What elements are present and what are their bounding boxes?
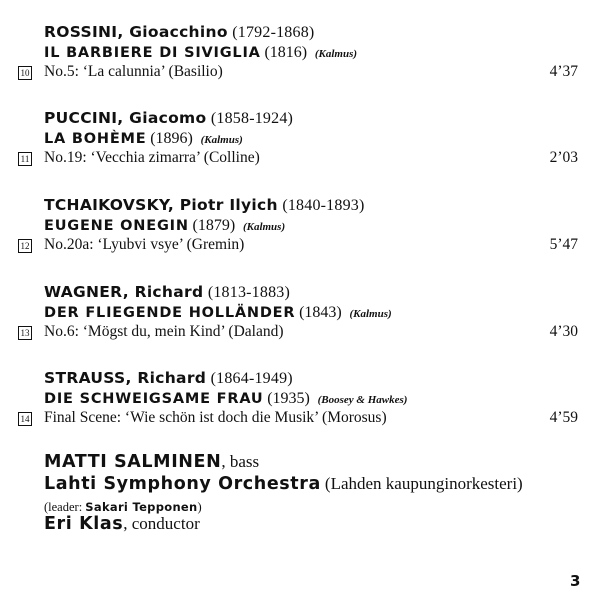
soloist-line xyxy=(44,452,259,472)
track-title-rest: : ‘La calunnia’ (Basilio) xyxy=(74,63,223,80)
track-number-box: 12 xyxy=(18,239,32,253)
track-duration: 4’37 xyxy=(549,63,578,80)
composer-dates: (1792-1868) xyxy=(232,24,315,41)
track-title xyxy=(44,323,284,341)
track-number-box: 11 xyxy=(18,152,32,166)
publisher: (Kalmus) xyxy=(349,308,392,320)
track-number-label: No.6 xyxy=(44,323,75,340)
work-year: (1843) xyxy=(299,304,342,321)
leader-name: Sakari Tepponen xyxy=(85,500,198,514)
track-number-label: No.5 xyxy=(44,63,75,80)
track-number-label: No.20a xyxy=(44,236,90,253)
composer-line xyxy=(44,282,290,302)
conductor-line xyxy=(44,514,200,534)
composer-dates: (1858-1924) xyxy=(210,110,294,127)
work-title: DER FLIEGENDE HOLLÄNDER xyxy=(44,305,296,321)
publisher: (Boosey & Hawkes) xyxy=(317,394,408,406)
publisher: (Kalmus) xyxy=(200,134,243,146)
work-year: (1879) xyxy=(192,217,236,234)
composer-dates: (1864-1949) xyxy=(210,370,293,387)
page-number: 3 xyxy=(570,572,581,590)
leader-open: (leader: xyxy=(44,500,86,514)
track-number-box: 10 xyxy=(18,66,32,80)
work-year: (1935) xyxy=(267,390,310,407)
track-duration: 2’03 xyxy=(549,149,578,166)
track-duration: 4’30 xyxy=(549,323,578,340)
composer-name: STRAUSS, Richard xyxy=(44,369,207,387)
work-title: DIE SCHWEIGSAME FRAU xyxy=(44,391,264,407)
track-title xyxy=(44,149,260,167)
leader-close: ) xyxy=(197,500,202,514)
orchestra-note: (Lahden kaupunginorkesteri) xyxy=(324,474,523,493)
work-line xyxy=(44,44,357,62)
composer-dates: (1813-1883) xyxy=(207,284,290,301)
conductor-role: , conductor xyxy=(123,514,200,533)
publisher: (Kalmus) xyxy=(242,221,286,233)
track-number-label: Final Scene xyxy=(44,409,117,426)
track-number-box: 14 xyxy=(18,412,32,426)
track-title xyxy=(44,63,223,81)
track-title-rest: : ‘Mögst du, mein Kind’ (Daland) xyxy=(74,323,284,340)
track-title xyxy=(44,409,387,427)
composer-line xyxy=(44,22,314,42)
composer-line xyxy=(44,368,293,388)
work-title: IL BARBIERE DI SIVIGLIA xyxy=(44,45,261,61)
work-line xyxy=(44,130,243,148)
orchestra-line xyxy=(44,474,523,494)
work-year: (1816) xyxy=(264,44,308,61)
track-title-rest: : ‘Vecchia zimarra’ (Colline) xyxy=(82,149,260,166)
work-title: LA BOHÈME xyxy=(44,131,147,147)
track-title-rest: : ‘Wie schön ist doch die Musik’ (Morosus) xyxy=(116,409,387,426)
composer-line xyxy=(44,195,365,215)
work-line xyxy=(44,304,392,322)
soloist-role: , bass xyxy=(221,452,260,471)
track-title-rest: : ‘Lyubvi vsye’ (Gremin) xyxy=(89,236,245,253)
orchestra-name: Lahti Symphony Orchestra xyxy=(44,474,321,494)
composer-name: WAGNER, Richard xyxy=(44,283,204,301)
work-line xyxy=(44,390,407,408)
work-year: (1896) xyxy=(150,130,193,147)
track-duration: 4’59 xyxy=(549,409,578,426)
track-number-label: No.19 xyxy=(44,149,83,166)
composer-name: TCHAIKOVSKY, Piotr Ilyich xyxy=(44,196,278,214)
composer-name: ROSSINI, Gioacchino xyxy=(44,23,228,41)
composer-name: PUCCINI, Giacomo xyxy=(44,109,207,127)
composer-line xyxy=(44,108,293,128)
work-line xyxy=(44,217,285,235)
soloist-name: MATTI SALMINEN xyxy=(44,452,222,472)
track-duration: 5’47 xyxy=(549,236,578,253)
publisher: (Kalmus) xyxy=(314,48,358,60)
conductor-name: Eri Klas xyxy=(44,514,124,534)
track-title xyxy=(44,236,244,254)
composer-dates: (1840-1893) xyxy=(282,197,365,214)
work-title: EUGENE ONEGIN xyxy=(44,218,189,234)
track-number-box: 13 xyxy=(18,326,32,340)
